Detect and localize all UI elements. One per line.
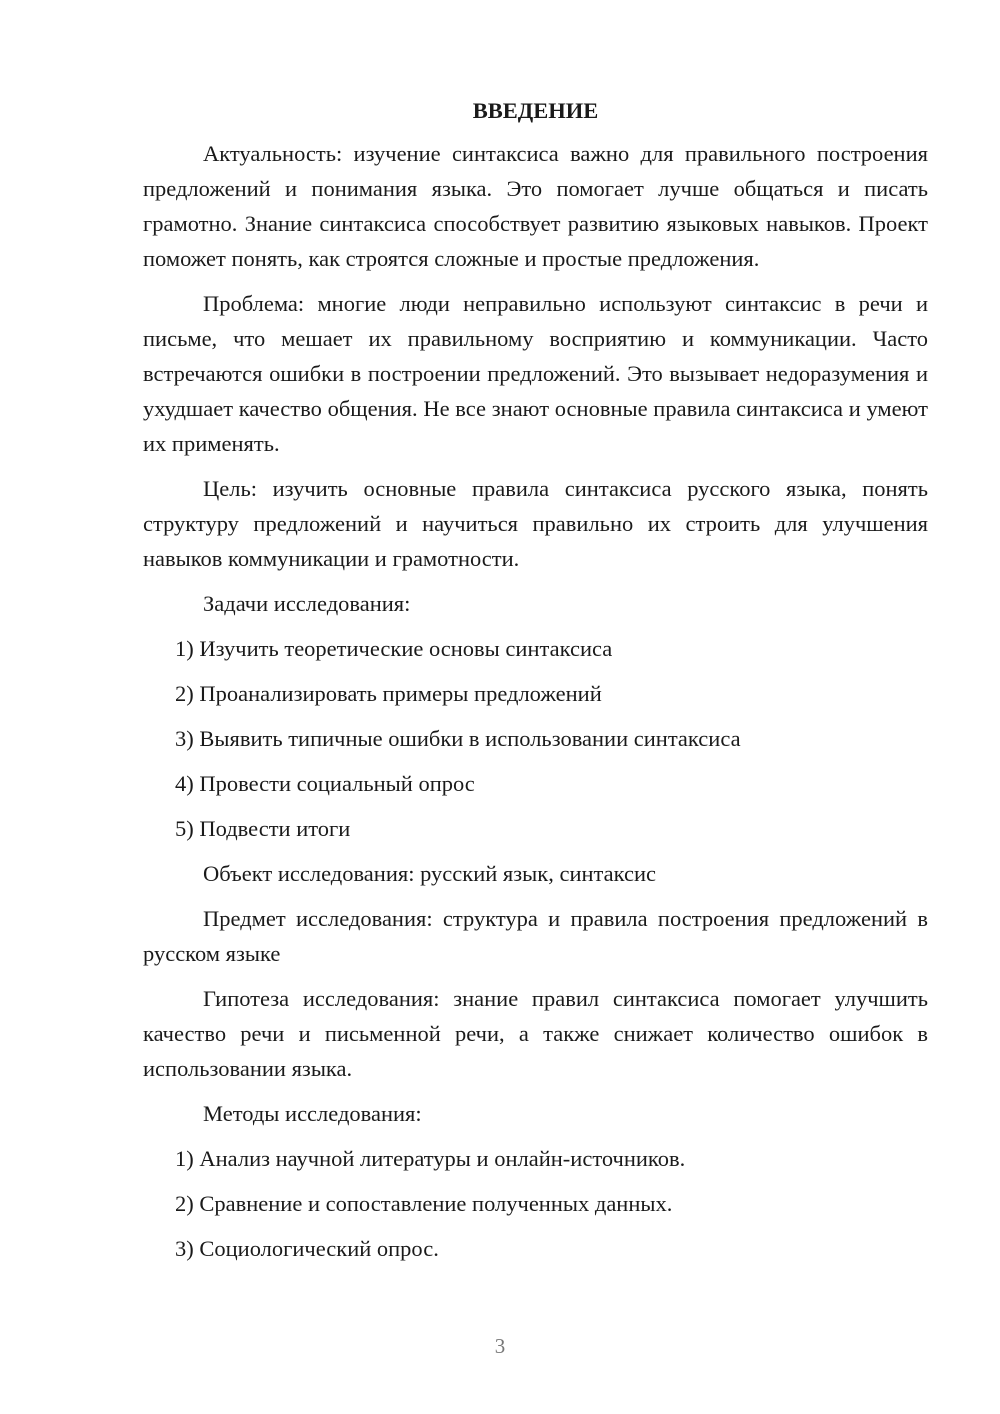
problem-paragraph: Проблема: многие люди неправильно используют синтаксис в речи и письме, что мешает их правильному восприятию и коммуникации. Часто встречаются ошибки в построении предложений. Это вызывает недоразумения и ухудшает качество общения. Не все знают основные правила синтаксиса и умеют их применять. — [143, 291, 928, 456]
method-item-2: 2) Сравнение и сопоставление полученных данных. — [175, 1191, 673, 1216]
object-line: Объект исследования: русский язык, синтаксис — [203, 861, 656, 886]
tasks-heading: Задачи исследования: — [203, 591, 411, 616]
task-item-5: 5) Подвести итоги — [175, 816, 351, 841]
page-title: ВВЕДЕНИЕ — [472, 98, 599, 123]
document-page — [143, 96, 928, 1276]
goal-paragraph: Цель: изучить основные правила синтаксиса русского языка, понять структуру предложений и научиться правильно их строить для улучшения навыков коммуникации и грамотности. — [143, 476, 928, 571]
task-item-2: 2) Проанализировать примеры предложений — [175, 681, 602, 706]
methods-heading: Методы исследования: — [203, 1101, 422, 1126]
task-item-1: 1) Изучить теоретические основы синтаксиса — [175, 636, 613, 661]
hypothesis-paragraph: Гипотеза исследования: знание правил синтаксиса помогает улучшить качество речи и письменной речи, а также снижает количество ошибок в использовании языка. — [143, 986, 928, 1081]
method-item-3: 3) Социологический опрос. — [175, 1236, 439, 1261]
subject-paragraph: Предмет исследования: структура и правила построения предложений в русском языке — [143, 906, 928, 966]
task-item-3: 3) Выявить типичные ошибки в использовании синтаксиса — [175, 726, 741, 751]
task-item-4: 4) Провести социальный опрос — [175, 771, 475, 796]
relevance-paragraph: Актуальность: изучение синтаксиса важно для правильного построения предложений и понимания языка. Это помогает лучше общаться и писать грамотно. Знание синтаксиса способствует развитию языковых навыков. Проект поможет понять, как строятся сложные и простые предложения. — [143, 141, 928, 271]
method-item-1: 1) Анализ научной литературы и онлайн-источников. — [175, 1146, 686, 1171]
page-number: 3 — [494, 1334, 506, 1358]
